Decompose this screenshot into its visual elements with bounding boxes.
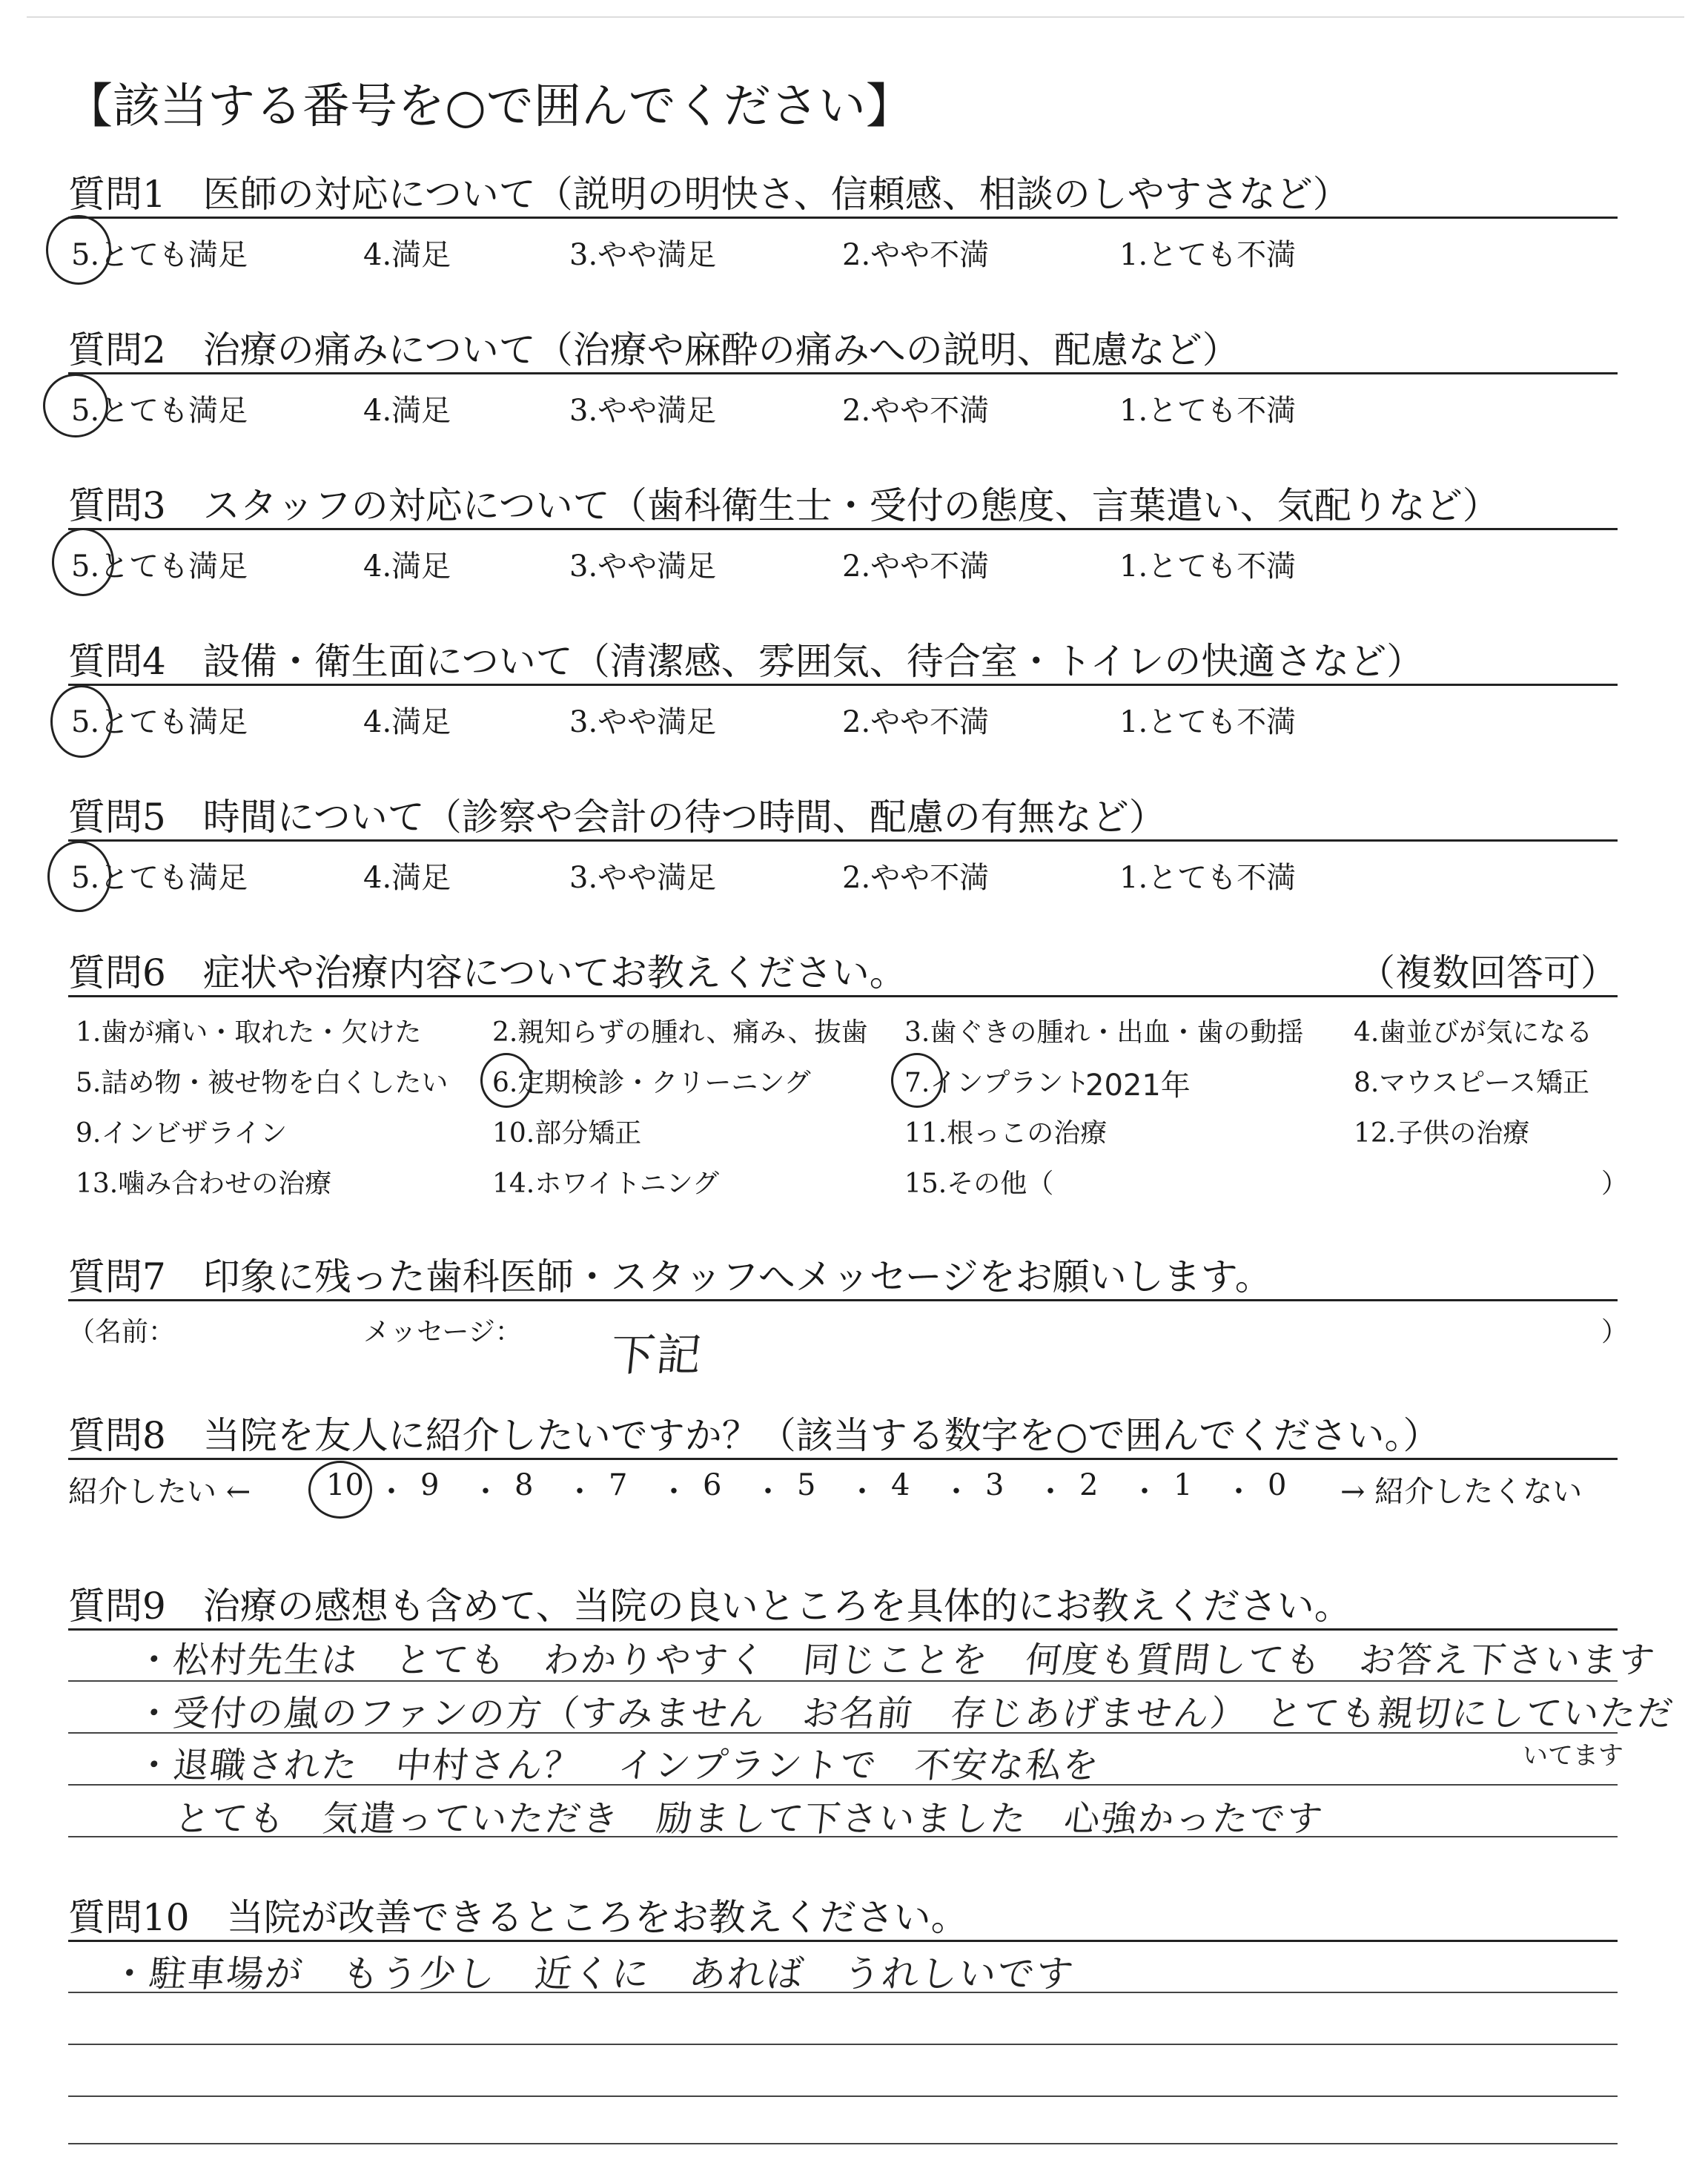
q4-option-4[interactable]: 4.満足	[363, 705, 451, 739]
q5-option-1[interactable]: 1.とても不満	[1119, 861, 1297, 895]
q8-scale-6[interactable]: 6	[703, 1468, 722, 1502]
q6-item-9[interactable]: 9.インビザライン	[76, 1118, 288, 1149]
q5-option-3[interactable]: 3.やや満足	[569, 861, 717, 895]
q5-option-5[interactable]: 5.とても満足	[71, 861, 248, 895]
q2-option-1[interactable]: 1.とても不満	[1119, 394, 1297, 428]
q3-option-1[interactable]: 1.とても不満	[1119, 549, 1297, 584]
q2-title: 質問2 治療の痛みについて（治療や麻酔の痛みへの説明、配慮など）	[68, 328, 1239, 371]
q8-scale-separator: ・	[847, 1475, 877, 1509]
q10-handwritten: ・駐車場が もう少し 近くに あれば うれしいです	[108, 1952, 1077, 1995]
q1-option-1[interactable]: 1.とても不満	[1119, 238, 1297, 272]
q6-title: 質問6 症状や治療内容についてお教えください。	[68, 951, 907, 994]
q8-right-label: → 紹介したくない	[1340, 1475, 1583, 1509]
q8-scale-separator: ・	[565, 1475, 595, 1509]
q9-handwritten-line-4: とても 気遣っていただき 励まして下さいました 心強かったです	[172, 1798, 1326, 1840]
q6-rule	[68, 995, 1618, 997]
q4-selection-circle	[50, 685, 113, 758]
q8-scale-7[interactable]: 7	[609, 1468, 628, 1502]
q10-rule	[68, 1940, 1618, 1942]
q6-handwritten-year: 2021年	[1085, 1069, 1191, 1103]
q1-rule	[68, 217, 1618, 219]
q10-line-4	[68, 2143, 1618, 2144]
q8-scale-separator: ・	[1224, 1475, 1254, 1509]
q4-option-3[interactable]: 3.やや満足	[569, 705, 717, 739]
q8-scale-8[interactable]: 8	[514, 1468, 534, 1502]
q4-rule	[68, 684, 1618, 686]
q3-option-4[interactable]: 4.満足	[363, 549, 451, 584]
q2-selection-circle	[43, 374, 108, 437]
q6-item-3[interactable]: 3.歯ぐきの腫れ・出血・歯の動揺	[904, 1017, 1304, 1048]
q3-selection-circle	[52, 528, 114, 596]
q6-item-15[interactable]: 15.その他（	[904, 1169, 1054, 1199]
q3-option-5[interactable]: 5.とても満足	[71, 549, 248, 584]
q2-rule	[68, 372, 1618, 374]
q4-option-5[interactable]: 5.とても満足	[71, 705, 248, 739]
q9-handwritten-line-2: ・受付の嵐のファンの方（すみません お名前 存じあげません） とても親切にしていただ	[133, 1693, 1677, 1734]
q8-scale-separator: ・	[659, 1475, 689, 1509]
q8-scale-10[interactable]: 10	[326, 1468, 364, 1502]
q3-option-3[interactable]: 3.やや満足	[569, 549, 717, 584]
q6-item-14[interactable]: 14.ホワイトニング	[492, 1169, 720, 1199]
q6-item-13[interactable]: 13.噛み合わせの治療	[76, 1169, 332, 1199]
form-header: 【該当する番号を○で囲んでください】	[65, 79, 913, 134]
q6-item-7-circle	[891, 1053, 943, 1108]
q5-selection-circle	[47, 841, 111, 912]
q4-title: 質問4 設備・衛生面について（清潔感、雰囲気、待合室・トイレの快適さなど）	[68, 640, 1424, 683]
q6-item-10[interactable]: 10.部分矯正	[492, 1118, 642, 1149]
q5-rule	[68, 839, 1618, 842]
q8-scale-separator: ・	[471, 1475, 500, 1509]
scan-edge	[27, 16, 1684, 18]
q5-option-4[interactable]: 4.満足	[363, 861, 451, 895]
q6-item-1[interactable]: 1.歯が痛い・取れた・欠けた	[76, 1017, 422, 1048]
q9-handwritten-line-3: ・退職された 中村さん？ インプラントで 不安な私を	[133, 1745, 1102, 1786]
q4-option-1[interactable]: 1.とても不満	[1119, 705, 1297, 739]
q1-option-4[interactable]: 4.満足	[363, 238, 451, 272]
q8-scale-9[interactable]: 9	[420, 1468, 440, 1502]
q4-option-2[interactable]: 2.やや不満	[842, 705, 990, 739]
q9-handwritten-small: いてます	[1523, 1741, 1623, 1771]
q1-selection-circle	[46, 215, 111, 285]
q8-scale-separator: ・	[753, 1475, 783, 1509]
q5-option-2[interactable]: 2.やや不満	[842, 861, 990, 895]
q7-handwritten-message: 下記	[607, 1330, 706, 1381]
q8-scale-4[interactable]: 4	[891, 1468, 910, 1502]
q7-rule	[68, 1299, 1618, 1301]
q6-item-2[interactable]: 2.親知らずの腫れ、痛み、抜歯	[492, 1017, 868, 1048]
q8-scale-separator: ・	[377, 1475, 406, 1509]
q8-scale-1[interactable]: 1	[1174, 1468, 1193, 1502]
q2-option-2[interactable]: 2.やや不満	[842, 394, 990, 428]
q3-title: 質問3 スタッフの対応について（歯科衛生士・受付の態度、言葉遣い、気配りなど）	[68, 484, 1500, 527]
q7-close: ）	[1601, 1317, 1629, 1347]
q6-item-15-close: ）	[1601, 1169, 1629, 1199]
q9-handwritten-line-1: ・松村先生は とても わかりやすく 同じことを 何度も質問しても お答え下さいます	[133, 1639, 1658, 1681]
q8-scale-2[interactable]: 2	[1079, 1468, 1099, 1502]
q9-title: 質問9 治療の感想も含めて、当院の良いところを具体的にお教えください。	[68, 1585, 1351, 1628]
q1-title: 質問1 医師の対応について（説明の明快さ、信頼感、相談のしやすさなど）	[68, 173, 1350, 216]
q6-note: （複数回答可）	[1358, 951, 1618, 994]
q10-title: 質問10 当院が改善できるところをお教えください。	[68, 1896, 968, 1939]
q6-item-11[interactable]: 11.根っこの治療	[904, 1118, 1108, 1149]
q7-title: 質問7 印象に残った歯科医師・スタッフへメッセージをお願いします。	[68, 1255, 1272, 1298]
q8-scale-separator: ・	[1130, 1475, 1159, 1509]
q10-line-2	[68, 2044, 1618, 2045]
q1-option-3[interactable]: 3.やや満足	[569, 238, 717, 272]
q3-rule	[68, 528, 1618, 530]
q3-option-2[interactable]: 2.やや不満	[842, 549, 990, 584]
q10-line-3	[68, 2095, 1618, 2097]
q1-option-5[interactable]: 5.とても満足	[71, 238, 248, 272]
q8-scale-0[interactable]: 0	[1268, 1468, 1287, 1502]
q7-name-label: （名前：	[68, 1317, 176, 1347]
q8-scale-5[interactable]: 5	[797, 1468, 816, 1502]
q8-rule	[68, 1458, 1618, 1460]
q6-item-8[interactable]: 8.マウスピース矯正	[1354, 1068, 1590, 1098]
q6-item-4[interactable]: 4.歯並びが気になる	[1354, 1017, 1593, 1048]
q8-title: 質問8 当院を友人に紹介したいですか？（該当する数字を○で囲んでください。）	[68, 1414, 1440, 1457]
q1-option-2[interactable]: 2.やや不満	[842, 238, 990, 272]
q8-scale-3[interactable]: 3	[985, 1468, 1004, 1502]
q8-left-label: 紹介したい ←	[68, 1475, 251, 1509]
q8-scale-separator: ・	[941, 1475, 971, 1509]
q6-item-6[interactable]: 6.定期検診・クリーニング	[492, 1068, 811, 1098]
q8-scale-separator: ・	[1036, 1475, 1065, 1509]
q2-option-4[interactable]: 4.満足	[363, 394, 451, 428]
q6-item-6-circle	[480, 1053, 532, 1108]
q9-rule	[68, 1628, 1618, 1631]
q6-item-12[interactable]: 12.子供の治療	[1354, 1118, 1530, 1149]
q6-item-7[interactable]: 7.インプラント	[904, 1068, 1090, 1098]
q2-option-3[interactable]: 3.やや満足	[569, 394, 717, 428]
q6-item-5[interactable]: 5.詰め物・被せ物を白くしたい	[76, 1068, 448, 1098]
q7-message-label: メッセージ：	[363, 1317, 522, 1347]
q8-selection-circle	[308, 1461, 372, 1519]
q5-title: 質問5 時間について（診察や会計の待つ時間、配慮の有無など）	[68, 796, 1166, 839]
q2-option-5[interactable]: 5.とても満足	[71, 394, 248, 428]
